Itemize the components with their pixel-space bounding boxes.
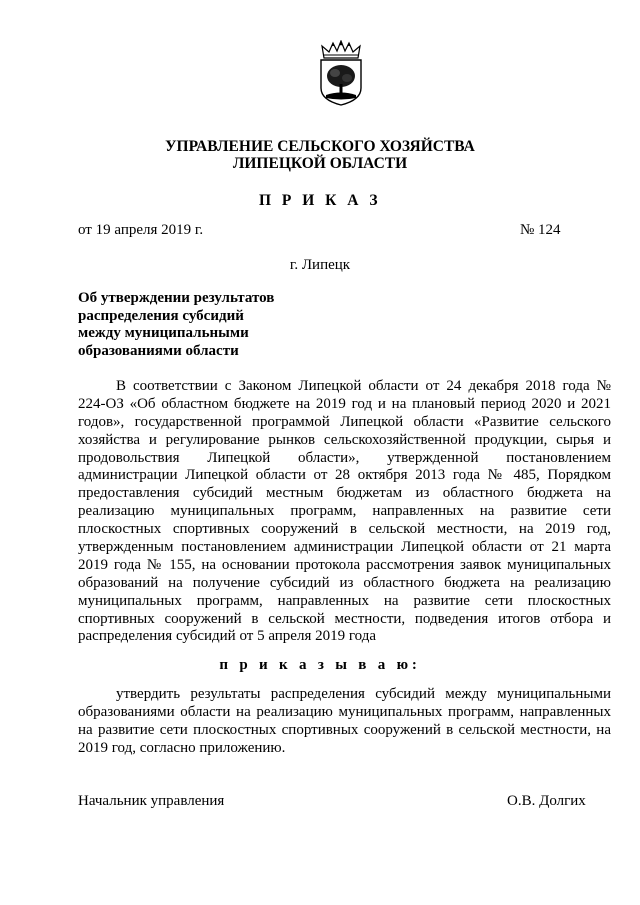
- preamble-line: В соответствии с Законом Липецкой области от 24 декабря 2018 года №: [116, 378, 611, 394]
- preamble-line: муниципальных программ, направленных на развитие сети плоскостных: [78, 592, 611, 609]
- preamble-line: плоскостных спортивных сооружений в сельской местности, на 2019 год,: [78, 521, 611, 538]
- subject-line: Об утверждении результатов: [78, 290, 275, 306]
- coat-of-arms-icon: [316, 40, 366, 106]
- preamble-line: образований на получение субсидий из областного бюджета на реализацию: [78, 574, 611, 591]
- resolution-line: на развитие сети плоскостных спортивных сооружений в сельской местности, на: [78, 721, 611, 738]
- document-city: г. Липецк: [289, 257, 351, 273]
- subject-line: образованиями области: [78, 342, 239, 359]
- preamble-line: хозяйства и регулирование рынков сельскохозяйственной продукции, сырья и: [78, 431, 611, 448]
- preamble-line: годов», государственной программой Липецкой области «Развитие сельского: [78, 413, 611, 430]
- agency-name-line1: УПРАВЛЕНИЕ СЕЛЬСКОГО ХОЗЯЙСТВА: [165, 138, 475, 155]
- resolution-line: образованиями области на реализацию муниципальных программ, направленных: [78, 703, 611, 720]
- document-date: от 19 апреля 2019 г.: [78, 222, 204, 238]
- preamble-line: распределения субсидий от 5 апреля 2019 года: [78, 628, 376, 645]
- subject-line: между муниципальными: [78, 325, 249, 341]
- order-word: п р и к а з ы в а ю:: [219, 657, 421, 673]
- preamble-line: предоставления субсидий местным бюджетам из областного бюджета на: [78, 485, 611, 502]
- preamble-line: 2019 года № 155, на основании протокола рассмотрения заявок муниципальных: [78, 556, 611, 573]
- preamble-line: утвержденным постановлением администрации Липецкой области от 21 марта: [78, 539, 611, 556]
- document-subject: [78, 290, 338, 360]
- signatory-title: Начальник управления: [78, 793, 225, 809]
- agency-name-line2: ЛИПЕЦКОЙ ОБЛАСТИ: [232, 155, 408, 172]
- preamble-line: 224-ОЗ «Об областном бюджете на 2019 год и на плановый период 2020 и 2021: [78, 395, 611, 412]
- preamble-line: реализацию муниципальных программ, направленных на развитие сети: [78, 503, 611, 520]
- document-type: П Р И К А З: [258, 192, 382, 209]
- preamble-line: администрации Липецкой области от 28 октября 2013 года № 485, Порядком: [78, 467, 611, 484]
- resolution-line: утвердить результаты распределения субсидий между муниципальными: [116, 686, 611, 702]
- resolution-line: 2019 год, согласно приложению.: [78, 739, 286, 756]
- signatory-name: О.В. Долгих: [507, 793, 586, 809]
- subject-line: распределения субсидий: [78, 307, 244, 324]
- resolution-paragraph: [78, 686, 611, 758]
- document-number: № 124: [520, 222, 561, 238]
- preamble-line: спортивных сооружений в сельской местности, подведения итогов отбора и: [78, 610, 611, 627]
- preamble-line: продовольствия Липецкой области», утвержденной постановлением: [78, 449, 611, 466]
- preamble-paragraph: [78, 378, 611, 646]
